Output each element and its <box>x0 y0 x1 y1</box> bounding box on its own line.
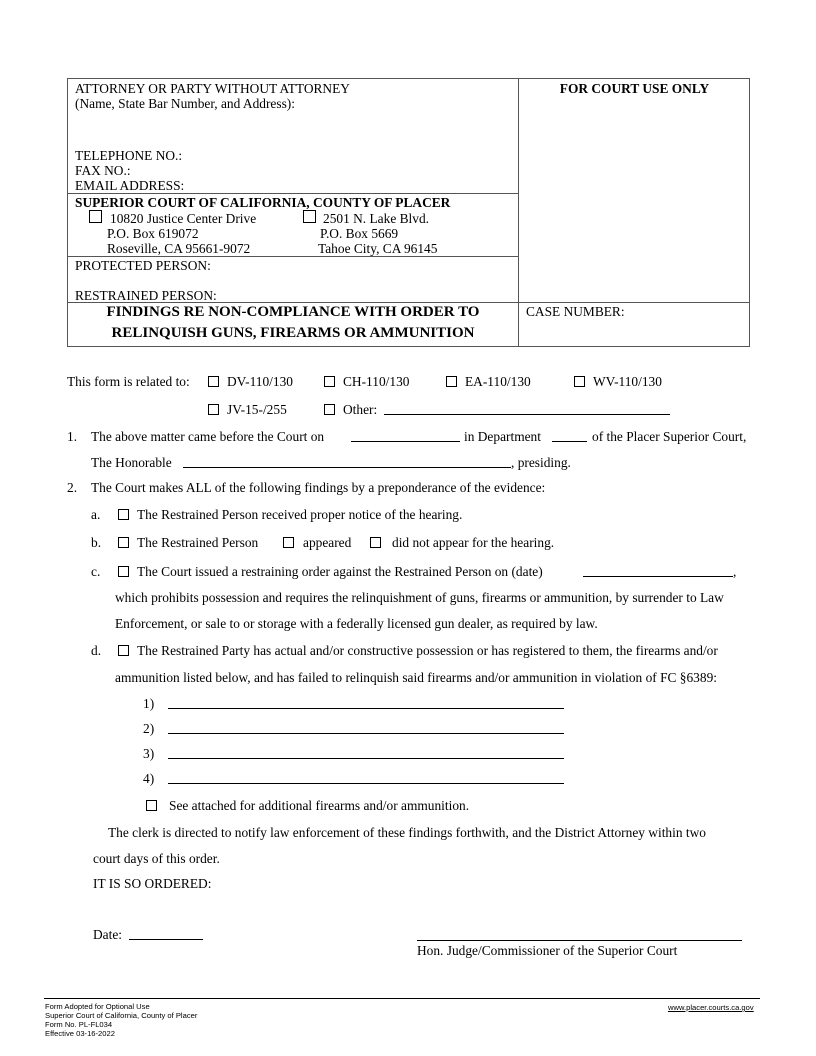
location-tahoe-line3: Tahoe City, CA 96145 <box>318 241 438 256</box>
location-tahoe-line1: 2501 N. Lake Blvd. <box>323 211 429 226</box>
firearm-item-3-field[interactable] <box>168 747 564 759</box>
location-roseville-line3: Roseville, CA 95661-9072 <box>107 241 251 256</box>
see-attached-checkbox[interactable] <box>146 800 157 811</box>
clerk-directive-line1: The clerk is directed to notify law enforcement of these findings forthwith, and the District Attorney within two <box>108 825 706 840</box>
item2d-letter: d. <box>91 643 102 658</box>
item1-text-a: The above matter came before the Court on <box>91 429 325 444</box>
finding-b-checkbox[interactable] <box>118 537 129 548</box>
date-label: Date: <box>93 927 122 942</box>
firearm-item-1-number: 1) <box>143 696 155 711</box>
finding-c-line2: which prohibits possession and requires the relinquishment of guns, firearms or ammunition, by surrender to Law <box>115 590 724 605</box>
firearm-item-2-number: 2) <box>143 721 155 736</box>
department-field[interactable] <box>552 430 587 442</box>
judge-name-field[interactable] <box>183 456 511 468</box>
finding-d-text: The Restrained Party has actual and/or constructive possession or has registered to them, the firearms and/or <box>137 643 718 658</box>
email-label: EMAIL ADDRESS: <box>75 178 185 193</box>
footer-rule <box>44 998 760 999</box>
related-ch-checkbox[interactable] <box>324 376 335 387</box>
restrained-person-label: RESTRAINED PERSON: <box>75 288 217 303</box>
location-roseville-line1: 10820 Justice Center Drive <box>110 211 257 226</box>
related-other-checkbox[interactable] <box>324 404 335 415</box>
caption-divider-attorney <box>67 193 519 194</box>
did-not-appear-label: did not appear for the hearing. <box>392 535 555 550</box>
form-title-line2: RELINQUISH GUNS, FIREARMS OR AMMUNITION <box>111 325 475 341</box>
finding-d-checkbox[interactable] <box>118 645 129 656</box>
telephone-label: TELEPHONE NO.: <box>75 148 183 163</box>
form-title-line1: FINDINGS RE NON-COMPLIANCE WITH ORDER TO <box>106 304 480 320</box>
item2-number: 2. <box>67 480 78 495</box>
clerk-directive-line2: court days of this order. <box>93 851 220 866</box>
finding-c-text: The Court issued a restraining order against the Restrained Person on (date) <box>137 564 543 579</box>
finding-c-line3: Enforcement, or sale to or storage with a federally licensed gun dealer, as required by law. <box>115 616 598 631</box>
caption-divider-vertical <box>518 78 519 347</box>
item2-intro: The Court makes ALL of the following findings by a preponderance of the evidence: <box>91 480 546 495</box>
related-ea-checkbox[interactable] <box>446 376 457 387</box>
judge-signature-label: Hon. Judge/Commissioner of the Superior Court <box>417 943 678 958</box>
item1-text-c: of the Placer Superior Court, <box>592 429 747 444</box>
firearm-item-3-number: 3) <box>143 746 155 761</box>
related-wv-label: WV-110/130 <box>593 374 662 389</box>
caption-divider-court <box>67 256 519 257</box>
related-jv-checkbox[interactable] <box>208 404 219 415</box>
finding-c-checkbox[interactable] <box>118 566 129 577</box>
did-not-appear-checkbox[interactable] <box>370 537 381 548</box>
location-roseville-line2: P.O. Box 619072 <box>107 226 199 241</box>
related-dv-checkbox[interactable] <box>208 376 219 387</box>
firearm-item-4-field[interactable] <box>168 772 564 784</box>
item2a-letter: a. <box>91 507 101 522</box>
protected-person-label: PROTECTED PERSON: <box>75 258 211 273</box>
related-other-label: Other: <box>343 402 378 417</box>
related-wv-checkbox[interactable] <box>574 376 585 387</box>
location-roseville-checkbox[interactable] <box>89 210 102 223</box>
finding-d-line2: ammunition listed below, and has failed to relinquish said firearms and/or ammunition in violation of FC §6389: <box>115 670 717 685</box>
see-attached-label: See attached for additional firearms and/or ammunition. <box>169 798 470 813</box>
finding-a-checkbox[interactable] <box>118 509 129 520</box>
firearm-item-4-number: 4) <box>143 771 155 786</box>
appeared-label: appeared <box>303 535 352 550</box>
attorney-sub-label: (Name, State Bar Number, and Address): <box>75 96 295 111</box>
finding-a-text: The Restrained Person received proper notice of the hearing. <box>137 507 463 522</box>
court-website-link[interactable]: www.placer.courts.ca.gov <box>668 1003 754 1012</box>
footer-line3: Form No. PL-FL034 <box>45 1020 113 1029</box>
related-other-field[interactable] <box>384 403 670 415</box>
item1-text-b: in Department <box>464 429 541 444</box>
firearm-item-2-field[interactable] <box>168 722 564 734</box>
so-ordered: IT IS SO ORDERED: <box>93 876 212 891</box>
fax-label: FAX NO.: <box>75 163 131 178</box>
footer-line1: Form Adopted for Optional Use <box>45 1002 150 1011</box>
attorney-label: ATTORNEY OR PARTY WITHOUT ATTORNEY <box>75 81 350 96</box>
related-ea-label: EA-110/130 <box>465 374 531 389</box>
finding-c-comma: , <box>733 564 737 579</box>
item1-text-e: , presiding. <box>511 455 571 470</box>
appeared-checkbox[interactable] <box>283 537 294 548</box>
judge-signature-line[interactable] <box>417 940 742 941</box>
related-dv-label: DV-110/130 <box>227 374 293 389</box>
hearing-date-field[interactable] <box>351 430 460 442</box>
finding-b-text: The Restrained Person <box>137 535 259 550</box>
court-name: SUPERIOR COURT OF CALIFORNIA, COUNTY OF PLACER <box>75 195 451 210</box>
footer-line2: Superior Court of California, County of Placer <box>45 1011 198 1020</box>
related-ch-label: CH-110/130 <box>343 374 410 389</box>
firearm-item-1-field[interactable] <box>168 697 564 709</box>
case-number-label: CASE NUMBER: <box>526 304 625 319</box>
related-jv-label: JV-15-/255 <box>227 402 287 417</box>
order-date-field[interactable] <box>583 565 733 577</box>
location-tahoe-checkbox[interactable] <box>303 210 316 223</box>
footer-line4: Effective 03-16-2022 <box>45 1029 115 1038</box>
related-forms-label: This form is related to: <box>67 374 190 389</box>
item2b-letter: b. <box>91 535 102 550</box>
item2c-letter: c. <box>91 564 101 579</box>
item1-text-d: The Honorable <box>91 455 172 470</box>
signature-date-field[interactable] <box>129 928 203 940</box>
court-use-label: FOR COURT USE ONLY <box>559 81 710 96</box>
location-tahoe-line2: P.O. Box 5669 <box>320 226 399 241</box>
item1-number: 1. <box>67 429 78 444</box>
